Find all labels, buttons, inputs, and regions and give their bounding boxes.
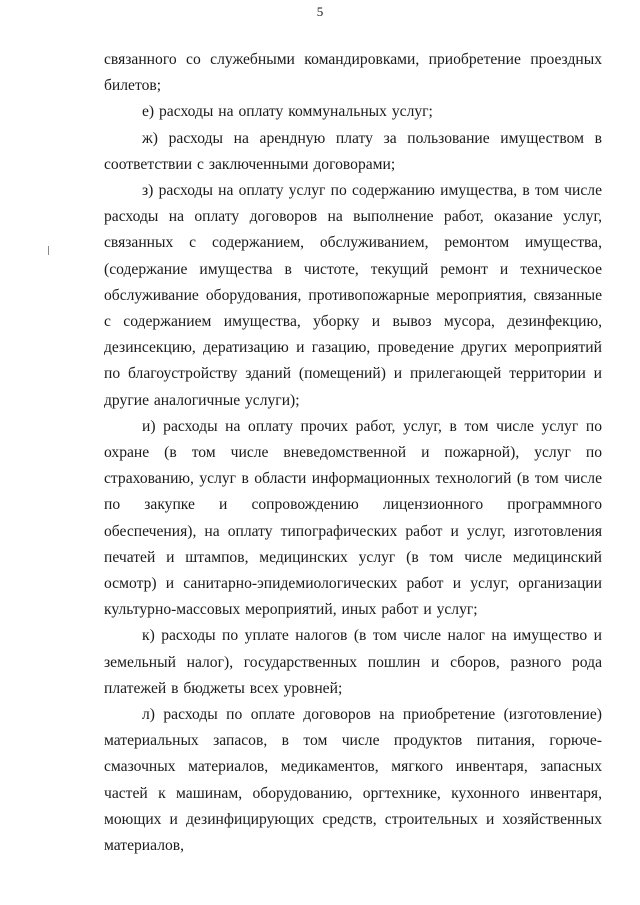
paragraph-item-l: л) расходы по оплате договоров на приобретение (изготовление) материальных запасов, в том числе продуктов питания, горюче-смазочных материалов, медикаментов, мягкого инвентаря, запасных частей к машинам, оборудованию, оргтехнике, кухонного инвентаря, моющих и дезинфицирующих средств, строительных и хозяйственных материалов, (104, 706, 602, 855)
paragraph-item-z: з) расходы на оплату услуг по содержанию имущества, в том числе расходы на оплату договоров на выполнение работ, оказание услуг, связанных с содержанием, обслуживанием, ремонтом имущества, (содержание имущества в чистоте, текущий ремонт и техническое обслуживание оборудования, противопожарные мероприятия, связанные с содержанием имущества, уборку и вывоз мусора, дезинфекцию, дезинсекцию, дератизацию и газацию, проведение других мероприятий по благоустройству зданий (помещений) и прилегающей территории и другие аналогичные услуги); (104, 182, 602, 409)
paragraph-continuation: связанного со служебными командировками, приобретение проездных билетов; (104, 51, 602, 95)
paragraph-item-zh: ж) расходы на арендную плату за пользование имуществом в соответствии с заключенными договорами; (104, 129, 602, 173)
paragraph-item-e: е) расходы на оплату коммунальных услуг; (142, 103, 433, 121)
page-number: 5 (316, 4, 324, 19)
paragraph-item-k: к) расходы по уплате налогов (в том числе налог на имущество и земельный налог), государственных пошлин и сборов, разного рода платежей в бюджеты всех уровней; (104, 627, 602, 697)
document-body (104, 47, 602, 859)
paragraph-item-i: и) расходы на оплату прочих работ, услуг, в том числе услуг по охране (в том числе вневедомственной и пожарной), услуг по страхованию, услуг в области информационных технологий (в том числе по закупке и сопровождению лицензионного программного обеспечения), на оплату типографических работ и услуг, изготовления печатей и штампов, медицинских услуг (в том числе медицинский осмотр) и санитарно-эпидемиологических работ и услуг, организации культурно-массовых мероприятий, иных работ и услуг; (104, 417, 602, 619)
scan-mark (48, 246, 49, 255)
